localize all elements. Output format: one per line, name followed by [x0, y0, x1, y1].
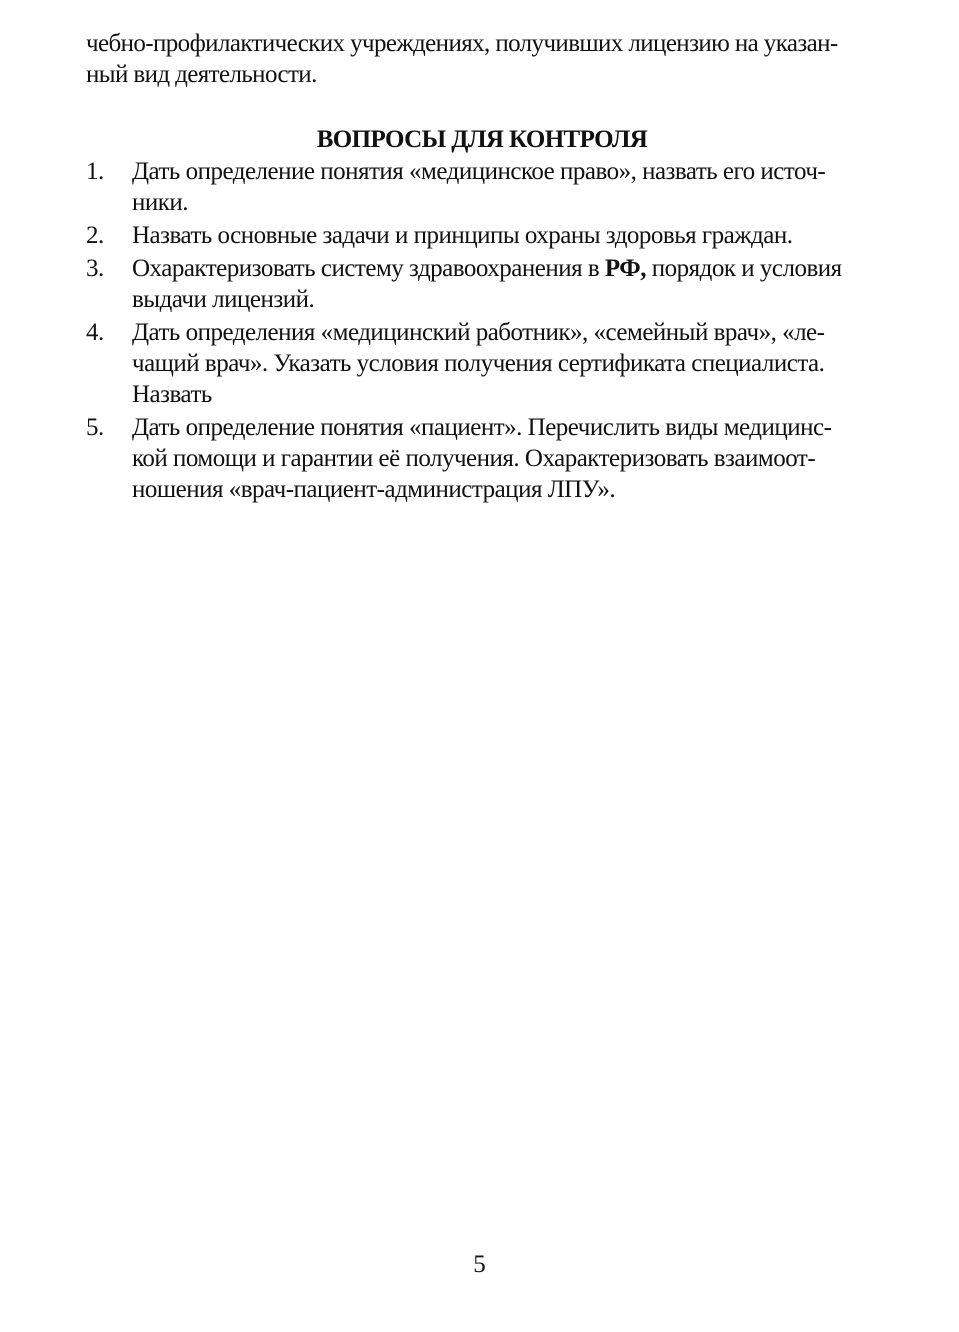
section-heading: ВОПРОСЫ ДЛЯ КОНТРОЛЯ [316, 126, 648, 153]
question-text [132, 220, 886, 251]
question-line: кой помощи и гарантии её получения. Охарактеризовать взаимоот- [132, 445, 816, 472]
question-line: ники. [132, 189, 189, 216]
intro-line: ный вид деятельности. [86, 61, 317, 88]
question-number: 3. [86, 255, 104, 282]
question-item-5 [86, 412, 886, 505]
question-text-segment: Охарактеризовать систему здравоохранения в [132, 255, 605, 282]
question-line: чащий врач». Указать условия получения сертификата специалиста. [132, 350, 825, 377]
question-line: ношения «врач-пациент-администрация ЛПУ». [132, 476, 616, 503]
question-item-1 [86, 156, 886, 218]
intro-paragraph [86, 28, 878, 90]
question-number: 2. [86, 222, 104, 249]
question-item-3 [86, 253, 886, 315]
question-line: Назвать [132, 381, 212, 408]
question-text [132, 412, 886, 505]
question-line: выдачи лицензий. [132, 286, 315, 313]
question-number: 1. [86, 158, 104, 185]
question-line [132, 253, 886, 284]
question-line: Дать определение понятия «медицинское право», назвать его источ- [132, 158, 826, 185]
page-number: 5 [473, 1251, 486, 1278]
question-line: Дать определения «медицинский работник», «семейный врач», «ле- [132, 319, 825, 346]
question-number: 5. [86, 414, 104, 441]
question-number: 4. [86, 319, 104, 346]
question-text [132, 317, 886, 410]
question-line: Назвать основные задачи и принципы охраны здоровья граждан. [132, 222, 793, 249]
question-text-bold: РФ, [604, 255, 646, 282]
intro-line: чебно-профилактических учреждениях, получивших лицензию на указан- [86, 30, 838, 57]
questions-list [86, 156, 886, 507]
question-item-4 [86, 317, 886, 410]
question-text-segment: порядок и условия [646, 255, 842, 282]
question-text [132, 253, 886, 315]
question-line: Дать определение понятия «пациент». Перечислить виды медицинс- [132, 414, 832, 441]
question-item-2 [86, 220, 886, 251]
question-text [132, 156, 886, 218]
